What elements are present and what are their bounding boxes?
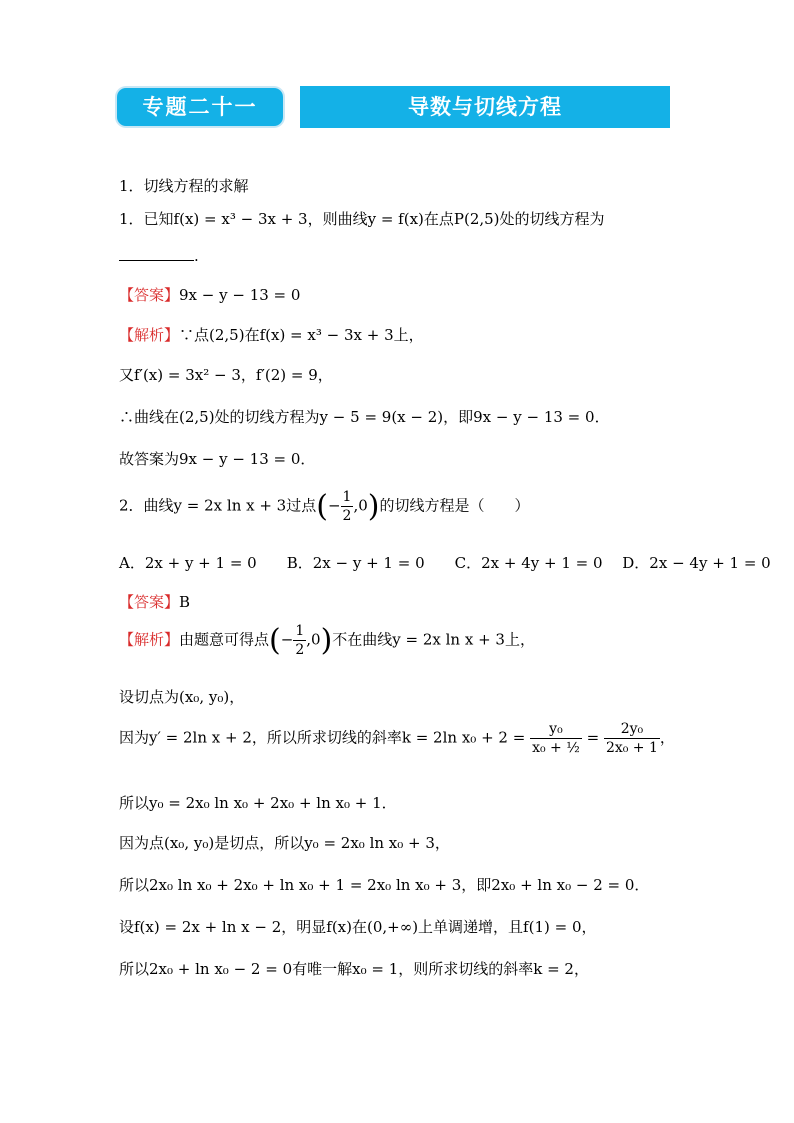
answer-tag: 【答案】 [119, 593, 180, 611]
answer-1 [119, 284, 300, 305]
slope-fraction-1-num: y₀ [530, 720, 582, 739]
left-paren: ( [269, 623, 281, 658]
right-paren: ) [367, 489, 380, 524]
fraction-denominator: 2 [342, 508, 352, 524]
answer-2 [119, 591, 190, 612]
topic-title: 导数与切线方程 [408, 95, 562, 119]
slope-fraction-1 [530, 720, 582, 757]
question-2-options: A．2x + y + 1 = 0 B．2x − y + 1 = 0 C．2x + 4y + 1 = 0 D．2x − 4y + 1 = 0 [119, 554, 771, 572]
answer-blank [119, 246, 194, 261]
analysis-2-line-6: 所以2x₀ ln x₀ + 2x₀ + ln x₀ + 1 = 2x₀ ln x₀ + 3，即2x₀ + ln x₀ − 2 = 0． [119, 876, 650, 894]
answer-2-text: B [179, 593, 191, 611]
fraction-denominator: 2 [295, 642, 305, 658]
analysis-1-line-1 [119, 324, 424, 345]
analysis-1-line-3: ∴曲线在(2,5)处的切线方程为y − 5 = 9(x − 2)，即9x − y − 13 = 0． [119, 408, 610, 426]
analysis-1-line-4: 故答案为9x − y − 13 = 0． [119, 450, 316, 468]
analysis-2-line-3 [119, 720, 675, 757]
analysis-2-line-5: 因为点(x₀, y₀)是切点，所以y₀ = 2x₀ ln x₀ + 3， [119, 834, 450, 852]
analysis-2-line-8: 所以2x₀ + ln x₀ − 2 = 0有唯一解x₀ = 1，则所求切线的斜率k = 2， [119, 960, 589, 978]
left-paren: ( [316, 489, 328, 524]
question-2-prefix: 2．曲线y = 2x ln x + 3过点 [119, 496, 317, 515]
slope-fraction-2-den: 2x₀ + 1 [605, 740, 658, 756]
answer-blank-line [119, 246, 199, 265]
frac-minus: − [327, 496, 341, 515]
analysis-2-suffix: 不在曲线y = 2x ln x + 3上， [332, 630, 535, 649]
analysis-tag: 【解析】 [119, 630, 180, 649]
analysis-2-line-2: 设切点为(x₀, y₀)， [119, 688, 245, 706]
fraction-numerator: 1 [342, 489, 352, 505]
answer-1-text: 9x − y − 13 = 0 [179, 286, 301, 304]
answer-tag: 【答案】 [119, 286, 180, 304]
analysis-1-line-2: 又f′(x) = 3x² − 3，f′(2) = 9， [119, 366, 333, 384]
slope-text: 因为y′ = 2ln x + 2，所以所求切线的斜率k = 2ln x₀ + 2 = [119, 728, 526, 747]
topic-number-badge [117, 88, 283, 126]
slope-fraction-1-den: x₀ + ½ [532, 740, 580, 756]
analysis-2-line-7: 设f(x) = 2x + ln x − 2，明显f(x)在(0,+∞)上单调递增，且f(1) = 0， [119, 918, 597, 936]
equals-sign: = [586, 728, 600, 747]
analysis-2-line-1 [119, 622, 535, 659]
analysis-tag: 【解析】 [119, 326, 180, 344]
analysis-2-line-4: 所以y₀ = 2x₀ ln x₀ + 2x₀ + ln x₀ + 1． [119, 794, 397, 812]
question-2-suffix: 的切线方程是（ ） [379, 496, 530, 515]
analysis-1-text-1: ∵点(2,5)在f(x) = x³ − 3x + 3上， [179, 326, 424, 344]
slope-fraction-2 [604, 720, 660, 757]
topic-title-banner [300, 86, 670, 128]
point-y: ,0 [306, 630, 321, 649]
question-2 [119, 488, 530, 525]
analysis-2-prefix: 由题意可得点 [179, 630, 270, 649]
slope-comma: ， [659, 728, 675, 747]
topic-number-label: 专题二十一 [142, 95, 258, 119]
question-1 [119, 208, 605, 229]
blank-period: . [194, 247, 199, 265]
fraction-numerator: 1 [295, 623, 305, 639]
right-paren: ) [320, 623, 333, 658]
slope-fraction-2-num: 2y₀ [604, 720, 660, 739]
section-heading: 1．切线方程的求解 [119, 177, 249, 195]
frac-minus: − [280, 630, 294, 649]
fraction-half [293, 622, 306, 659]
point-y: ,0 [353, 496, 368, 515]
question-1-text: 1．已知f(x) = x³ − 3x + 3，则曲线y = f(x)在点P(2,5)处的切线方程为 [119, 210, 605, 228]
fraction-half [341, 488, 354, 525]
